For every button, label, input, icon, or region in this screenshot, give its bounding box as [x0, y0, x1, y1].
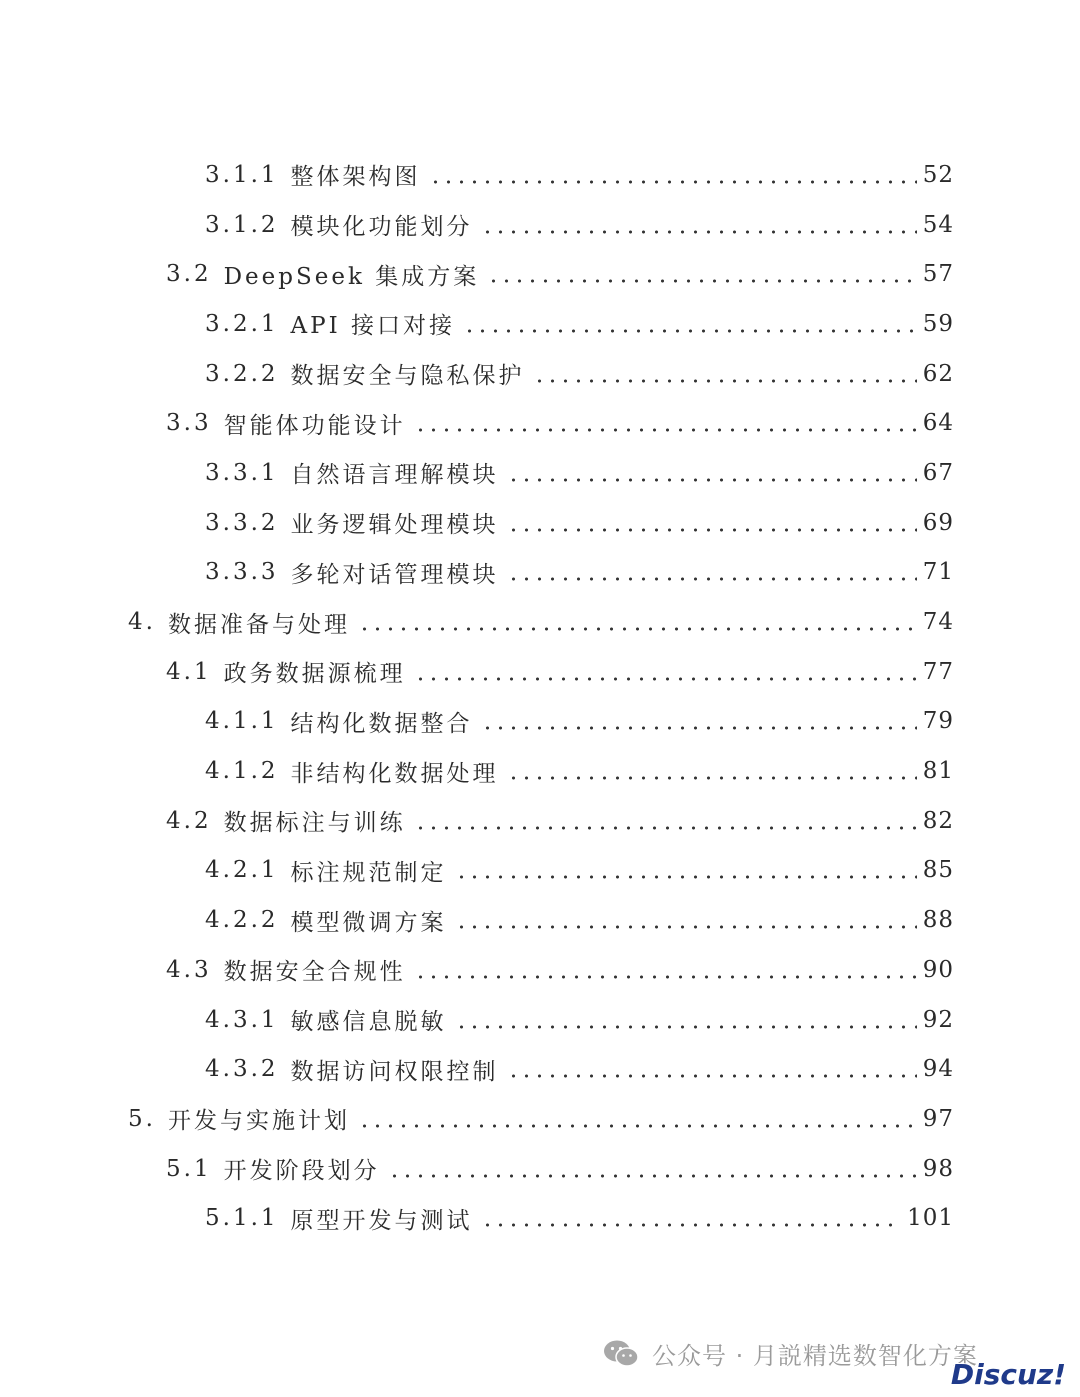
- toc-entry-title: 多轮对话管理模块: [290, 561, 499, 588]
- toc-entry-page-number: 54: [922, 211, 954, 238]
- toc-entry-number: 4.3.2: [205, 1056, 279, 1083]
- toc-entry-title: DeepSeek 集成方案: [223, 263, 480, 290]
- toc-entry[interactable]: [0, 1094, 1080, 1144]
- toc-entry-title: 敏感信息脱敏: [290, 1009, 447, 1036]
- toc-entry[interactable]: [0, 150, 1080, 200]
- toc-entry-number: 5.1.1: [205, 1205, 279, 1232]
- toc-entry[interactable]: [0, 349, 1080, 399]
- dot-leader: [455, 925, 917, 929]
- wechat-watermark: [602, 1336, 978, 1371]
- toc-entry[interactable]: [0, 249, 1080, 299]
- toc-entry[interactable]: [0, 746, 1080, 796]
- toc-entry-number: 5.1: [166, 1155, 212, 1182]
- toc-entry-number: 3.1.1: [205, 161, 279, 188]
- toc-entry-title: 数据安全合规性: [223, 959, 406, 986]
- toc-entry[interactable]: [0, 1044, 1080, 1094]
- toc-entry-page-number: 82: [922, 807, 954, 834]
- toc-entry-number: 4.3.1: [205, 1006, 279, 1033]
- dot-leader: [481, 1223, 902, 1227]
- toc-entry[interactable]: [0, 796, 1080, 846]
- dot-leader: [481, 726, 917, 730]
- dot-leader: [463, 329, 917, 333]
- discuz-logo: Discuz!: [950, 1358, 1066, 1391]
- toc-entry-page-number: 94: [922, 1056, 954, 1083]
- toc-entry-page-number: 85: [922, 857, 954, 884]
- toc-entry[interactable]: [0, 548, 1080, 598]
- dot-leader: [414, 975, 917, 979]
- toc-entry[interactable]: [0, 398, 1080, 448]
- toc-entry[interactable]: [0, 895, 1080, 945]
- toc-entry-page-number: 74: [922, 609, 954, 636]
- toc-entry[interactable]: [0, 597, 1080, 647]
- toc-entry-page-number: 52: [922, 161, 954, 188]
- toc-entry-number: 4.1: [166, 658, 212, 685]
- toc-entry-title: 智能体功能设计: [223, 412, 406, 439]
- toc-entry-number: 4.3: [166, 956, 212, 983]
- watermark-text: 公众号 · 月説精选数智化方案: [652, 1342, 978, 1370]
- dot-leader: [414, 677, 917, 681]
- toc-entry-number: 3.3.2: [205, 509, 279, 536]
- toc-entry[interactable]: [0, 498, 1080, 548]
- toc-entry-page-number: 64: [922, 410, 954, 437]
- dot-leader: [507, 528, 917, 532]
- toc-entry-number: 4.2.2: [205, 907, 279, 934]
- toc-entry-page-number: 101: [907, 1205, 954, 1232]
- dot-leader: [455, 875, 917, 879]
- toc-entry-number: 3.3: [166, 410, 212, 437]
- toc-entry-page-number: 97: [922, 1105, 954, 1132]
- toc-entry[interactable]: [0, 647, 1080, 697]
- toc-entry[interactable]: [0, 846, 1080, 896]
- toc-entry-page-number: 98: [922, 1155, 954, 1182]
- toc-entry[interactable]: [0, 299, 1080, 349]
- toc-entry-page-number: 57: [922, 261, 954, 288]
- dot-leader: [507, 478, 917, 482]
- dot-leader: [455, 1025, 917, 1029]
- toc-entry-title: 数据标注与训练: [223, 810, 406, 837]
- dot-leader: [388, 1174, 917, 1178]
- table-of-contents: [0, 150, 1080, 1243]
- toc-entry-number: 3.3.1: [205, 459, 279, 486]
- dot-leader: [414, 826, 917, 830]
- toc-entry-number: 4.2: [166, 807, 212, 834]
- dot-leader: [358, 1124, 917, 1128]
- toc-entry-title: 自然语言理解模块: [290, 462, 499, 489]
- toc-entry-title: 政务数据源梳理: [223, 661, 406, 688]
- dot-leader: [533, 379, 917, 383]
- toc-entry-title: 数据准备与处理: [167, 611, 350, 638]
- toc-entry[interactable]: [0, 1193, 1080, 1243]
- toc-entry-title: 原型开发与测试: [290, 1207, 473, 1234]
- dot-leader: [487, 279, 917, 283]
- wechat-icon: [602, 1338, 640, 1370]
- toc-entry[interactable]: [0, 1144, 1080, 1194]
- toc-entry-number: 4.1.2: [205, 758, 279, 785]
- toc-entry-title: 业务逻辑处理模块: [290, 512, 499, 539]
- dot-leader: [507, 577, 917, 581]
- toc-entry-title: 非结构化数据处理: [290, 760, 499, 787]
- toc-entry-number: 3.2.2: [205, 360, 279, 387]
- toc-entry-title: 标注规范制定: [290, 859, 447, 886]
- dot-leader: [507, 776, 917, 780]
- toc-entry-page-number: 88: [922, 907, 954, 934]
- toc-entry-number: 4.2.1: [205, 857, 279, 884]
- toc-entry[interactable]: [0, 697, 1080, 747]
- toc-entry[interactable]: [0, 945, 1080, 995]
- toc-entry-title: 数据访问权限控制: [290, 1058, 499, 1085]
- dot-leader: [414, 428, 917, 432]
- toc-entry-title: 开发阶段划分: [223, 1158, 380, 1185]
- toc-entry-title: 整体架构图: [290, 164, 421, 191]
- dot-leader: [507, 1074, 917, 1078]
- toc-entry-page-number: 90: [922, 956, 954, 983]
- toc-entry-page-number: 67: [922, 459, 954, 486]
- toc-entry[interactable]: [0, 200, 1080, 250]
- dot-leader: [358, 627, 917, 631]
- toc-entry-page-number: 92: [922, 1006, 954, 1033]
- toc-entry[interactable]: [0, 448, 1080, 498]
- toc-entry-number: 4.: [128, 609, 156, 636]
- toc-entry-title: 结构化数据整合: [290, 710, 473, 737]
- toc-entry-title: 模型微调方案: [290, 909, 447, 936]
- toc-entry-number: 3.2: [166, 261, 212, 288]
- toc-entry-title: 开发与实施计划: [167, 1108, 350, 1135]
- toc-entry-page-number: 69: [922, 509, 954, 536]
- dot-leader: [481, 230, 917, 234]
- toc-entry-number: 3.2.1: [205, 310, 279, 337]
- toc-entry-page-number: 62: [922, 360, 954, 387]
- toc-entry-page-number: 77: [922, 658, 954, 685]
- toc-entry-page-number: 81: [922, 758, 954, 785]
- toc-entry-number: 5.: [128, 1105, 156, 1132]
- toc-entry-number: 3.3.3: [205, 559, 279, 586]
- toc-entry-title: 数据安全与隐私保护: [290, 363, 525, 390]
- toc-entry[interactable]: [0, 995, 1080, 1045]
- dot-leader: [429, 180, 917, 184]
- toc-entry-title: 模块化功能划分: [290, 214, 473, 241]
- toc-entry-page-number: 59: [922, 310, 954, 337]
- toc-entry-page-number: 79: [922, 708, 954, 735]
- toc-entry-number: 3.1.2: [205, 211, 279, 238]
- toc-entry-number: 4.1.1: [205, 708, 279, 735]
- toc-entry-title: API 接口对接: [290, 313, 456, 340]
- toc-entry-page-number: 71: [922, 559, 954, 586]
